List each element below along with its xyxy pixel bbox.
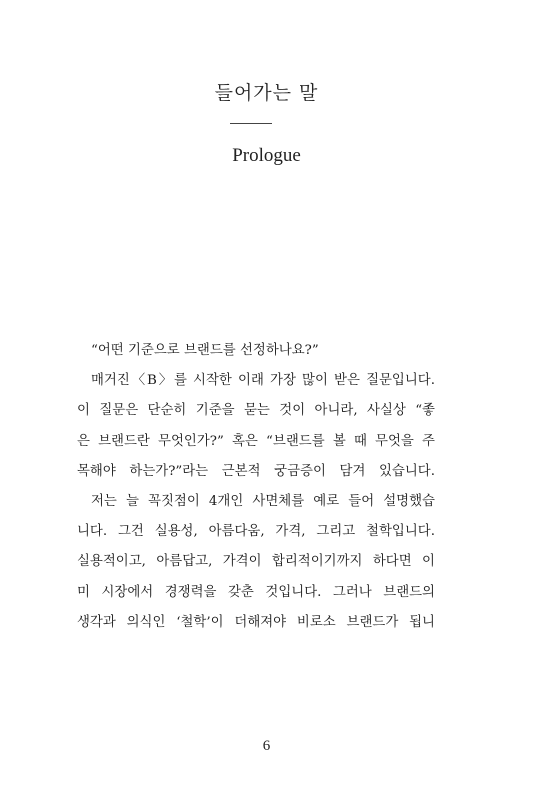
body-line: 생각과 의식인 ‘철학’이 더해져야 비로소 브랜드가 됩니 [77,614,435,630]
body-line: 은 브랜드란 무엇인가?” 혹은 “브랜드를 볼 때 무엇을 주 [77,433,435,449]
chapter-subtitle: Prologue [232,145,301,166]
title-divider [230,123,272,124]
body-line: 매거진〈B〉를 시작한 이래 가장 많이 받은 질문입니다. [91,373,435,389]
body-line: 저는 늘 꼭짓점이 4개인 사면체를 예로 들어 설명했습 [91,494,435,510]
body-line: 이 질문은 단순히 기준을 묻는 것이 아니라, 사실상 “좋 [77,403,435,419]
body-line: 미 시장에서 경쟁력을 갖춘 것입니다. 그러나 브랜드의 [77,584,435,600]
body-line: 니다. 그건 실용성, 아름다움, 가격, 그리고 철학입니다. [77,524,435,540]
page-number: 6 [262,738,271,754]
body-line: 목해야 하는가?”라는 근본적 궁금증이 담겨 있습니다. [77,463,435,479]
body-line: 실용적이고, 아름답고, 가격이 합리적이기까지 하다면 이 [77,554,435,570]
chapter-title: 들어가는 말 [214,82,319,104]
body-text [77,336,435,638]
body-line: “어떤 기준으로 브랜드를 선정하나요?” [91,343,319,358]
